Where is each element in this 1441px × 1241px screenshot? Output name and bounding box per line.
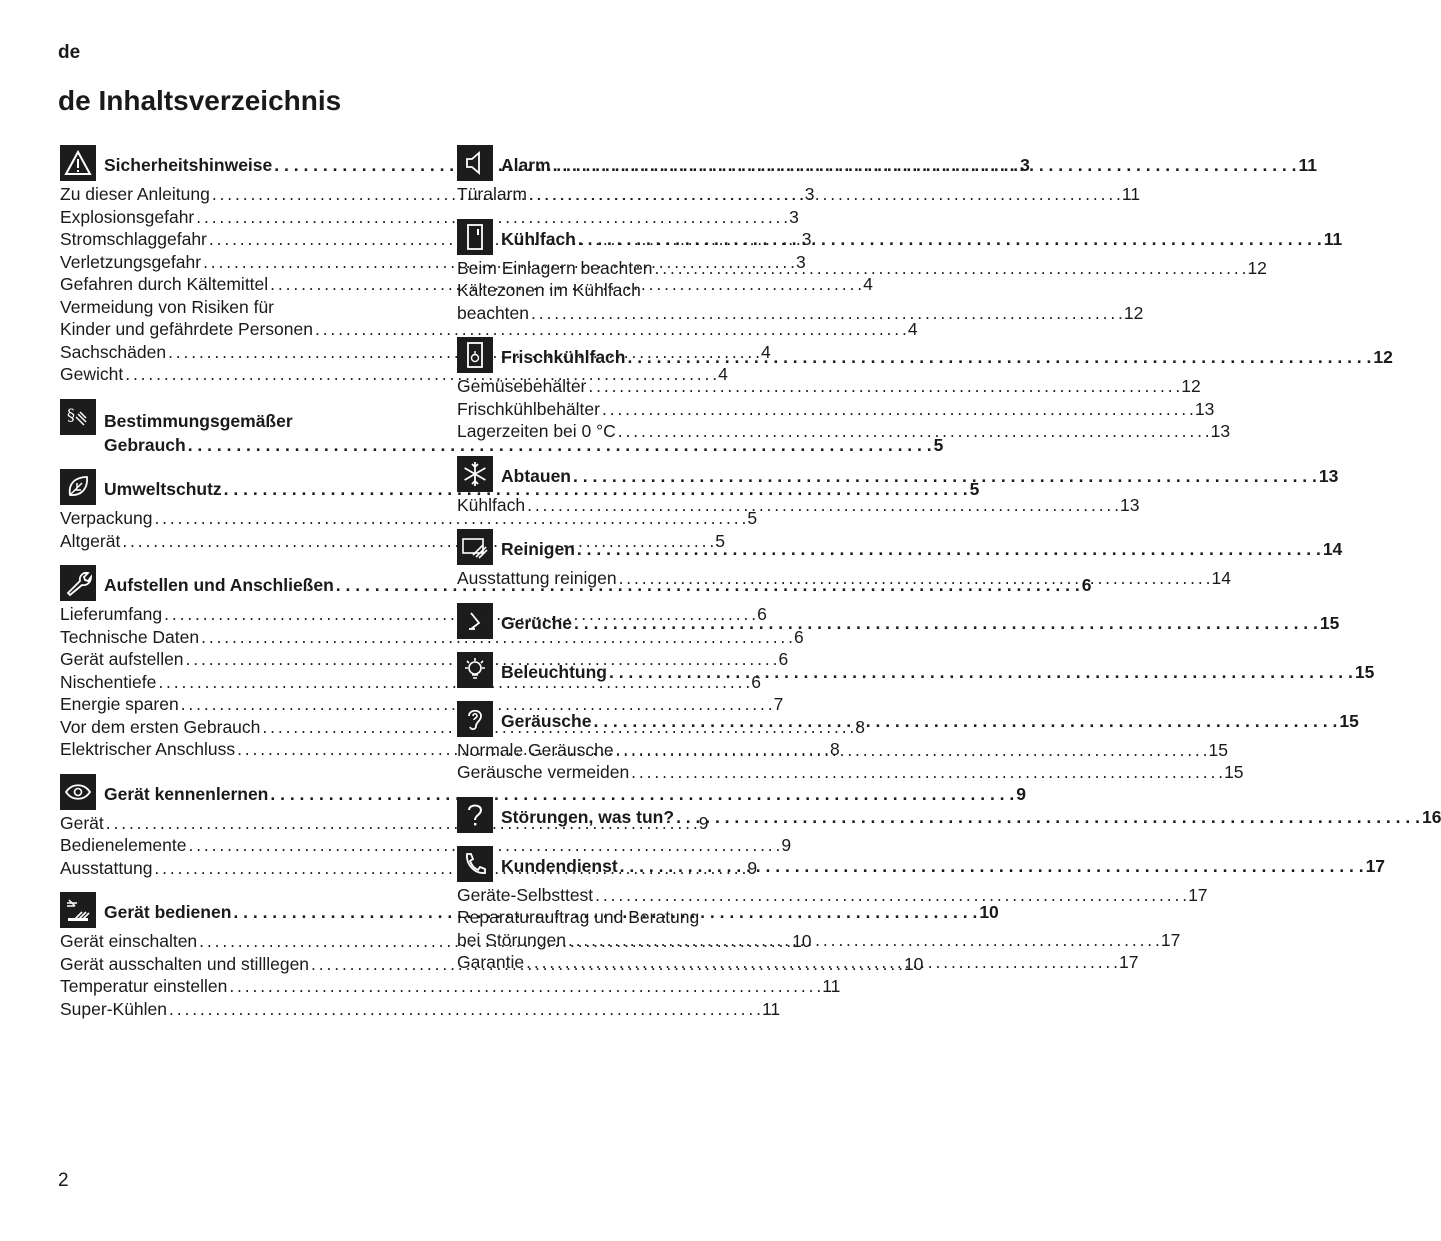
entry-page: 3: [795, 251, 806, 272]
section-title-block: [501, 603, 1339, 635]
entry-page: 9: [747, 857, 758, 878]
entry-page: 6: [757, 604, 767, 624]
dot-leader: [676, 806, 1420, 829]
dot-leader: [620, 855, 1364, 878]
entry-page: 13: [1194, 398, 1215, 419]
entry-label: Geräusche vermeiden: [457, 762, 630, 782]
entry-label: Garantie: [457, 952, 525, 972]
toc-entry[interactable]: [457, 302, 1144, 325]
entry-label: beachten: [457, 302, 530, 323]
entry-page: 11: [822, 976, 841, 996]
section-page: 9: [1016, 783, 1027, 804]
bulb-icon: [457, 652, 493, 688]
entry-label: Kühlfach: [457, 494, 526, 515]
entry-page: 8: [855, 716, 866, 737]
entry-page: 4: [863, 274, 873, 294]
entry-page: 11: [761, 998, 781, 1019]
entry-page: 6: [778, 649, 789, 669]
toc-entry[interactable]: [60, 626, 804, 649]
entry-page: 6: [794, 626, 804, 647]
entry-page: 7: [773, 694, 784, 714]
dot-leader: [627, 346, 1371, 369]
toc-entry[interactable]: [457, 761, 1244, 784]
entry-label: Zu dieser Anleitung: [60, 184, 210, 204]
warning-icon: [60, 145, 96, 181]
section-heading[interactable]: [457, 529, 1343, 565]
dot-leader: [574, 612, 1318, 635]
section-heading[interactable]: [457, 145, 1318, 181]
entry-label: Verletzungsgefahr: [60, 251, 202, 272]
section-title: Gerät bedienen: [104, 902, 232, 922]
dot-leader: [529, 183, 1120, 206]
section-title-block: [501, 529, 1342, 561]
toc-entry[interactable]: [457, 398, 1215, 421]
section-title-block: [501, 337, 1393, 369]
entry-label: Super-Kühlen: [60, 998, 168, 1019]
entry-page: 12: [1123, 302, 1144, 323]
section-heading[interactable]: [457, 652, 1375, 688]
toc-entry[interactable]: [457, 567, 1231, 590]
entry-label: Frischkühlbehälter: [457, 398, 600, 419]
entry-page: 5: [747, 508, 758, 528]
dot-leader: [577, 538, 1321, 561]
dot-leader: [619, 567, 1210, 590]
eye-icon: [60, 774, 96, 810]
cleaning-icon: [457, 529, 493, 565]
dot-leader: [527, 494, 1118, 517]
toc-entry[interactable]: [457, 494, 1140, 517]
page-title: de Inhaltsverzeichnis: [58, 85, 342, 116]
section-page: 14: [1322, 539, 1343, 559]
toc-section: [457, 456, 1339, 517]
section-title: Reinigen: [501, 539, 575, 559]
section-title: Sicherheitshinweise: [104, 155, 273, 175]
entry-label: Türalarm: [457, 184, 528, 204]
entry-label: Ausstattung reinigen: [457, 568, 617, 588]
entry-label: Explosionsgefahr: [60, 206, 195, 227]
entry-label: Gerät: [60, 812, 104, 833]
section-title-row: [501, 346, 1393, 369]
entry-page: 14: [1211, 568, 1231, 588]
section-title: Kühlfach: [501, 228, 576, 249]
dot-leader: [568, 929, 1159, 952]
svg-text:§: §: [67, 404, 75, 424]
section-title: Gerät kennenlernen: [104, 783, 269, 804]
toc-entry[interactable]: [60, 693, 784, 716]
entry-label: Stromschlaggefahr: [60, 229, 207, 249]
nose-icon: [457, 603, 493, 639]
section-title-row: [501, 855, 1385, 878]
entry-page: 13: [1210, 421, 1231, 441]
section-title: Frischkühlfach: [501, 347, 626, 367]
section-title-row: [501, 465, 1338, 488]
entry-label: Vor dem ersten Gebrauch: [60, 716, 261, 737]
toc-entry[interactable]: [457, 420, 1231, 443]
entry-label: bei Störungen: [457, 929, 566, 950]
entry-page: 8: [829, 739, 840, 759]
entry-label: Geräte-Selbsttest: [457, 884, 594, 905]
entry-page: 9: [781, 835, 792, 855]
wrench-icon: [60, 565, 96, 601]
entry-label: Elektrischer Anschluss: [60, 739, 236, 759]
language-label: de: [58, 42, 81, 63]
section-page: 11: [1298, 155, 1318, 175]
entry-page: 4: [907, 319, 918, 339]
section-title: Aufstellen und Anschließen: [104, 575, 334, 595]
section-page: 5: [933, 434, 944, 455]
entry-page: 17: [1188, 884, 1208, 905]
section-title: Beleuchtung: [501, 661, 607, 682]
dot-leader: [526, 951, 1117, 974]
section-title-block: [501, 456, 1338, 488]
toc-entry[interactable]: [60, 648, 789, 671]
speaker-icon: [457, 145, 493, 181]
section-page: 13: [1318, 465, 1339, 486]
section-title-row: [501, 538, 1342, 561]
section-title-block: [501, 846, 1385, 878]
entry-label: Beim Einlagern beachten: [457, 257, 653, 278]
entry-page: 3: [789, 206, 799, 227]
section-title: Gerüche: [501, 612, 572, 633]
dot-leader: [593, 710, 1337, 733]
toc-section: [457, 337, 1393, 443]
toc-entry[interactable]: [457, 739, 1228, 762]
entry-label: Kinder und gefährdete Personen: [60, 319, 313, 339]
toc-entry[interactable]: [60, 975, 841, 998]
section-title-block: [501, 701, 1359, 733]
entry-label: Temperatur einstellen: [60, 976, 228, 996]
entry-page: 12: [1247, 257, 1267, 278]
toc-section: [457, 797, 1441, 833]
section-title-block: [501, 652, 1374, 684]
fresh-fridge-icon: [457, 337, 493, 373]
section-heading[interactable]: [60, 774, 1027, 810]
dot-leader: [609, 661, 1353, 684]
section-title: Geräusche: [501, 710, 592, 731]
toc-entry[interactable]: [457, 929, 1181, 952]
entry-label: Normale Geräusche: [457, 739, 614, 760]
toc-entry[interactable]: [60, 834, 792, 857]
entry-page: 17: [1160, 929, 1181, 950]
dot-leader: [169, 998, 760, 1021]
dot-leader: [655, 257, 1246, 280]
section-title-row: [501, 806, 1441, 829]
section-title-row: [501, 710, 1359, 733]
entry-page: 9: [698, 812, 709, 833]
section-title: Abtauen: [501, 465, 571, 486]
entry-label: Gerät aufstellen: [60, 649, 184, 669]
toc-section: [457, 145, 1318, 206]
toc-section: [457, 219, 1343, 325]
entry-page: 3: [804, 184, 815, 204]
entry-page: 13: [1120, 494, 1140, 515]
section-heading[interactable]: [457, 337, 1393, 373]
toc-entry-line[interactable]: Kältezonen im Kühlfach: [457, 280, 641, 300]
section-heading[interactable]: [457, 846, 1386, 882]
entry-label: Altgerät: [60, 530, 121, 551]
section-title: Kundendienst: [501, 855, 618, 876]
toc-entry[interactable]: [60, 507, 758, 530]
entry-page: 10: [903, 953, 924, 974]
toc-section: [457, 603, 1340, 639]
entry-page: 3: [801, 229, 812, 249]
leaf-icon: [60, 469, 96, 505]
page-number: 2: [58, 1170, 69, 1191]
section-page: 15: [1339, 710, 1359, 731]
section-page: 6: [1081, 575, 1092, 595]
snowflake-icon: [457, 456, 493, 492]
section-title: Umweltschutz: [104, 479, 222, 499]
section-page: 5: [969, 479, 980, 499]
operate-hand-icon: [60, 892, 96, 928]
entry-label: Lagerzeiten bei 0 °C: [457, 421, 616, 441]
section-title-row: [501, 228, 1342, 251]
section-page: 12: [1373, 347, 1393, 367]
entry-page: 4: [718, 364, 728, 384]
section-page: 10: [979, 902, 999, 922]
toc-section: [457, 529, 1343, 590]
entry-label: Gefahren durch Kältemittel: [60, 274, 269, 294]
entry-label: Gerät ausschalten und stilllegen: [60, 953, 310, 974]
dot-leader: [616, 739, 1207, 762]
section-title-block: [501, 797, 1441, 829]
entry-label: Technische Daten: [60, 626, 200, 647]
section-heading[interactable]: [457, 603, 1340, 639]
entry-page: 4: [760, 341, 771, 362]
entry-page: 17: [1119, 952, 1139, 972]
section-page: 3: [1020, 155, 1030, 175]
toc-entry[interactable]: [457, 183, 1141, 206]
entry-label: Bedienelemente: [60, 835, 187, 855]
law-hand-icon: [60, 399, 96, 435]
section-title-row: [501, 612, 1339, 635]
entry-label: Gerät einschalten: [60, 931, 198, 951]
section-title: Gebrauch: [104, 434, 186, 455]
toc-section: [457, 701, 1359, 784]
entry-page: 15: [1208, 739, 1228, 760]
section-page: 15: [1319, 612, 1340, 633]
entry-page: 6: [751, 671, 761, 692]
fridge-icon: [457, 219, 493, 255]
toc-section: [457, 652, 1375, 688]
dot-leader: [618, 420, 1209, 443]
toc-entry[interactable]: [60, 206, 799, 229]
dot-leader: [631, 761, 1222, 784]
dot-leader: [595, 884, 1186, 907]
entry-label: Sachschäden: [60, 341, 167, 362]
section-title-row: [501, 661, 1374, 684]
section-page: 16: [1421, 806, 1441, 827]
section-heading[interactable]: [457, 701, 1359, 737]
section-page: 11: [1323, 228, 1343, 249]
section-title: Störungen, was tun?: [501, 806, 675, 827]
entry-page: 15: [1224, 762, 1244, 782]
entry-page: 11: [1121, 184, 1141, 204]
toc-entry-line[interactable]: Vermeidung von Risiken für: [60, 296, 274, 317]
toc-entry[interactable]: [60, 318, 918, 341]
toc-entry[interactable]: [457, 257, 1267, 280]
dot-leader: [531, 302, 1122, 325]
section-title-block: [501, 145, 1317, 177]
section-title-row: [501, 154, 1317, 177]
toc-entry[interactable]: [457, 884, 1208, 907]
entry-label: Gemüsebehälter: [457, 376, 587, 396]
toc-entry-line[interactable]: Reparaturauftrag und Beratung: [457, 907, 700, 927]
entry-label: Energie sparen: [60, 694, 179, 714]
section-title: Alarm: [501, 155, 551, 175]
dot-leader: [578, 228, 1322, 251]
entry-label: Ausstattung: [60, 857, 153, 878]
dot-leader: [588, 375, 1179, 398]
entry-page: 10: [792, 931, 812, 951]
section-heading[interactable]: [457, 219, 1343, 255]
section-page: 17: [1365, 855, 1386, 876]
ear-icon: [457, 701, 493, 737]
section-title-block: [501, 219, 1342, 251]
toc-entry[interactable]: [60, 998, 781, 1021]
entry-label: Gewicht: [60, 364, 124, 384]
dot-leader: [602, 398, 1193, 421]
section-heading[interactable]: [457, 797, 1441, 833]
section-title-line: Bestimmungsgemäßer: [104, 410, 293, 431]
phone-icon: [457, 846, 493, 882]
dot-leader: [553, 154, 1297, 177]
section-heading[interactable]: [457, 456, 1339, 492]
toc-entry[interactable]: [457, 375, 1201, 398]
entry-label: Verpackung: [60, 508, 153, 528]
entry-page: 5: [715, 530, 725, 551]
entry-page: 12: [1181, 376, 1201, 396]
question-icon: [457, 797, 493, 833]
section-page: 15: [1354, 661, 1375, 682]
dot-leader: [573, 465, 1317, 488]
entry-label: Nischentiefe: [60, 671, 157, 692]
entry-label: Lieferumfang: [60, 604, 163, 624]
